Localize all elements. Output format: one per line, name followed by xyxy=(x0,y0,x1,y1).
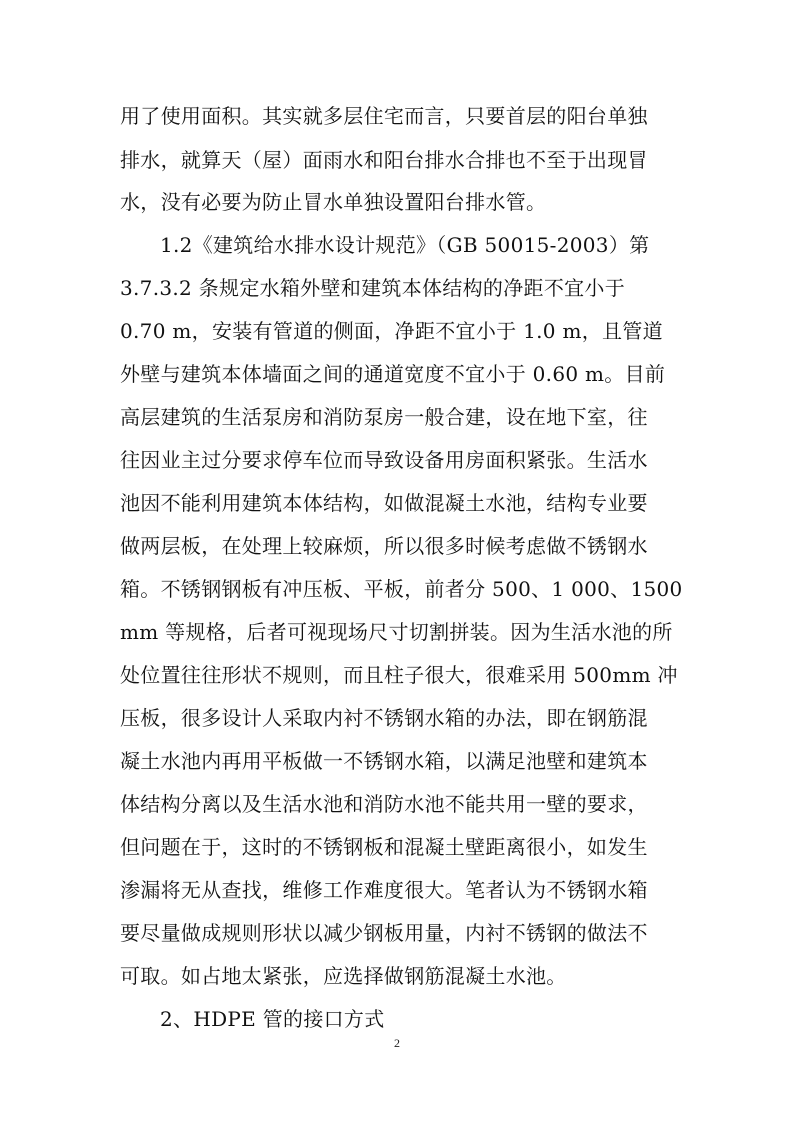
text-line: 做两层板，在处理上较麻烦，所以很多时候考虑做不锈钢水 xyxy=(120,534,648,558)
text-line: 渗漏将无从查找，维修工作难度很大。笔者认为不锈钢水箱 xyxy=(120,878,648,902)
text-line: 凝土水池内再用平板做一不锈钢水箱，以满足池壁和建筑本 xyxy=(120,749,648,773)
text-line: mm 等规格，后者可视现场尺寸切割拼装。因为生活水池的所 xyxy=(120,620,673,644)
section-heading-line: 1.2《建筑给水排水设计规范》（GB 50015-2003）第 xyxy=(160,233,650,257)
text-line: 往因业主过分要求停车位而导致设备用房面积紧张。生活水 xyxy=(120,448,648,472)
text-line: 要尽量做成规则形状以减少钢板用量，内衬不锈钢的做法不 xyxy=(120,921,648,945)
text-line: 外壁与建筑本体墙面之间的通道宽度不宜小于 0.60 m。目前 xyxy=(120,362,666,386)
text-line: 排水，就算天（屋）面雨水和阳台排水合排也不至于出现冒 xyxy=(120,148,648,172)
text-line: 压板，很多设计人采取内衬不锈钢水箱的办法，即在钢筋混 xyxy=(120,706,648,730)
text-line: 0.70 m，安装有管道的侧面，净距不宜小于 1.0 m，且管道 xyxy=(120,319,663,343)
text-line: 可取。如占地太紧张，应选择做钢筋混凝土水池。 xyxy=(120,964,567,988)
section-heading-line: 2、HDPE 管的接口方式 xyxy=(160,1007,385,1031)
text-line: 水，没有必要为防止冒水单独设置阳台排水管。 xyxy=(120,190,547,214)
text-line: 处位置往往形状不规则，而且柱子很大，很难采用 500mm 冲 xyxy=(120,663,678,687)
text-line: 用了使用面积。其实就多层住宅而言，只要首层的阳台单独 xyxy=(120,104,648,128)
text-line: 池因不能利用建筑本体结构，如做混凝土水池，结构专业要 xyxy=(120,491,648,515)
text-line: 但问题在于，这时的不锈钢板和混凝土壁距离很小，如发生 xyxy=(120,835,648,859)
text-line: 3.7.3.2 条规定水箱外壁和建筑本体结构的净距不宜小于 xyxy=(120,276,626,300)
text-line: 箱。不锈钢钢板有冲压板、平板，前者分 500、1 000、1500 xyxy=(120,577,683,601)
text-line: 体结构分离以及生活水池和消防水池不能共用一壁的要求， xyxy=(120,792,648,816)
page-number: 2 xyxy=(394,1036,400,1050)
text-line: 高层建筑的生活泵房和消防泵房一般合建，设在地下室，往 xyxy=(120,405,648,429)
